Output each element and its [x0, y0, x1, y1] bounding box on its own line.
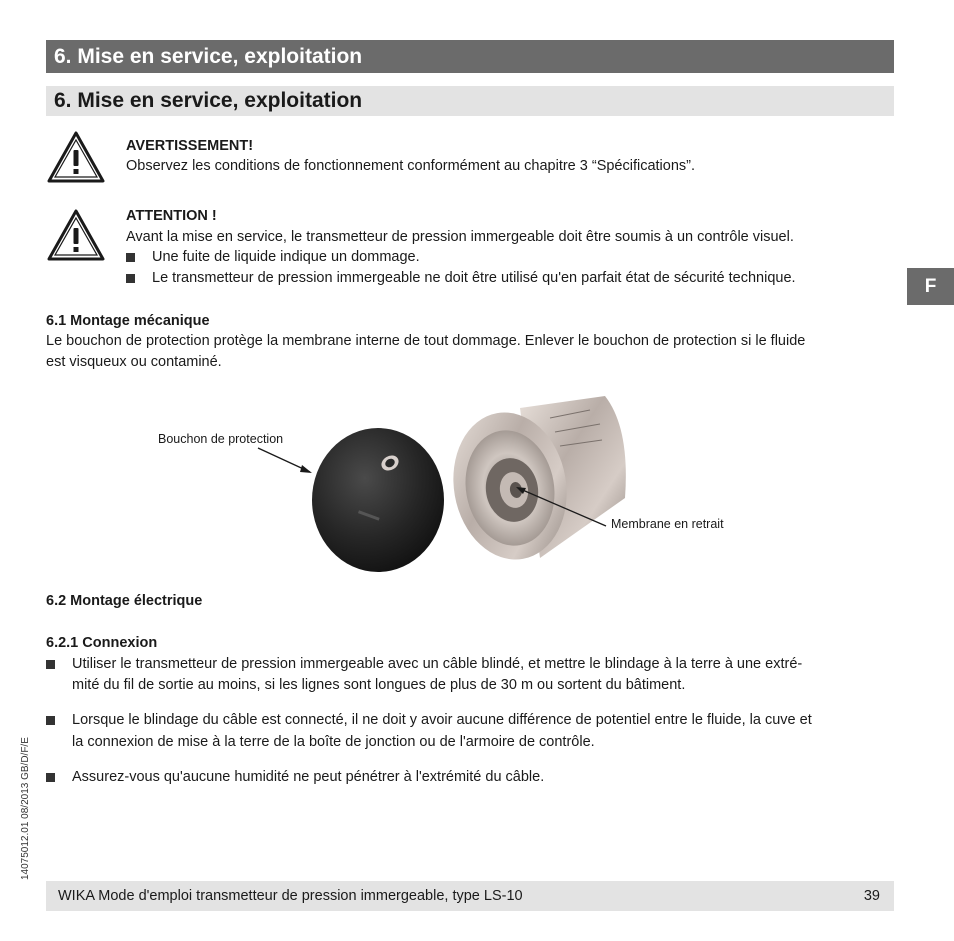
- attention-bullet-text: Une fuite de liquide indique un dommage.: [152, 249, 420, 265]
- section-6-2-1-heading: 6.2.1 Connexion: [46, 635, 158, 651]
- sensor-body-image: [442, 396, 626, 569]
- bullet-square-icon: [46, 773, 55, 782]
- page-number: 39: [863, 888, 880, 904]
- language-tab: F: [907, 268, 954, 305]
- connexion-bullet-text-cont: mité du fil de sortie au moins, si les lignes sont longues de plus de 30 m ou sortent du bâtiment.: [72, 677, 686, 693]
- connexion-bullet-text: Lorsque le blindage du câble est connecté, il ne doit y avoir aucune différence de potentiel entre le fluide, la cuve et: [72, 712, 812, 728]
- section-title-light: 6. Mise en service, exploitation: [46, 86, 894, 116]
- sensor-photo-figure: [250, 388, 650, 578]
- list-item: [46, 767, 544, 788]
- list-item: [46, 654, 802, 675]
- bullet-square-icon: [126, 253, 135, 262]
- warning-text: Observez les conditions de fonctionnement conformément au chapitre 3 “Spécifications”.: [126, 158, 696, 174]
- list-item: [126, 247, 420, 268]
- attention-bullet-text: Le transmetteur de pression immergeable ne doit être utilisé qu'en parfait état de sécurité technique.: [152, 270, 796, 286]
- attention-text: Avant la mise en service, le transmetteur de pression immergeable doit être soumis à un contrôle visuel.: [126, 229, 794, 245]
- section-6-1-line2: est visqueux ou contaminé.: [46, 354, 222, 370]
- section-6-2-heading: 6.2 Montage électrique: [46, 593, 203, 609]
- connexion-bullet-text: Assurez-vous qu'aucune humidité ne peut pénétrer à l'extrémité du câble.: [72, 769, 545, 785]
- document-code: 14075012.01 08/2013 GB/D/F/E: [20, 737, 31, 880]
- section-6-1-heading: 6.1 Montage mécanique: [46, 313, 210, 329]
- warning-heading: AVERTISSEMENT!: [126, 138, 254, 154]
- connexion-bullet-text: Utiliser le transmetteur de pression immergeable avec un câble blindé, et mettre le blindage à la terre à une extré-: [72, 656, 803, 672]
- bullet-square-icon: [46, 660, 55, 669]
- page-footer: [46, 881, 894, 911]
- protective-cap-image: [312, 428, 444, 572]
- bullet-square-icon: [46, 716, 55, 725]
- section-6-1-line1: Le bouchon de protection protège la membrane interne de tout dommage. Enlever le bouchon de protection si le fluide: [46, 333, 806, 349]
- list-item: [126, 268, 796, 289]
- list-item: [46, 710, 812, 731]
- cap-label: Bouchon de protection: [158, 432, 284, 446]
- warning-triangle-icon: [46, 130, 106, 184]
- membrane-label: Membrane en retrait: [611, 517, 724, 531]
- footer-text: WIKA Mode d'emploi transmetteur de pression immergeable, type LS-10: [58, 888, 523, 904]
- bullet-square-icon: [126, 274, 135, 283]
- connexion-bullet-text-cont: la connexion de mise à la terre de la boîte de jonction ou de l'armoire de contrôle.: [72, 734, 595, 750]
- attention-triangle-icon: [46, 208, 106, 262]
- attention-heading: ATTENTION !: [126, 208, 217, 224]
- section-title-dark: 6. Mise en service, exploitation: [46, 40, 894, 73]
